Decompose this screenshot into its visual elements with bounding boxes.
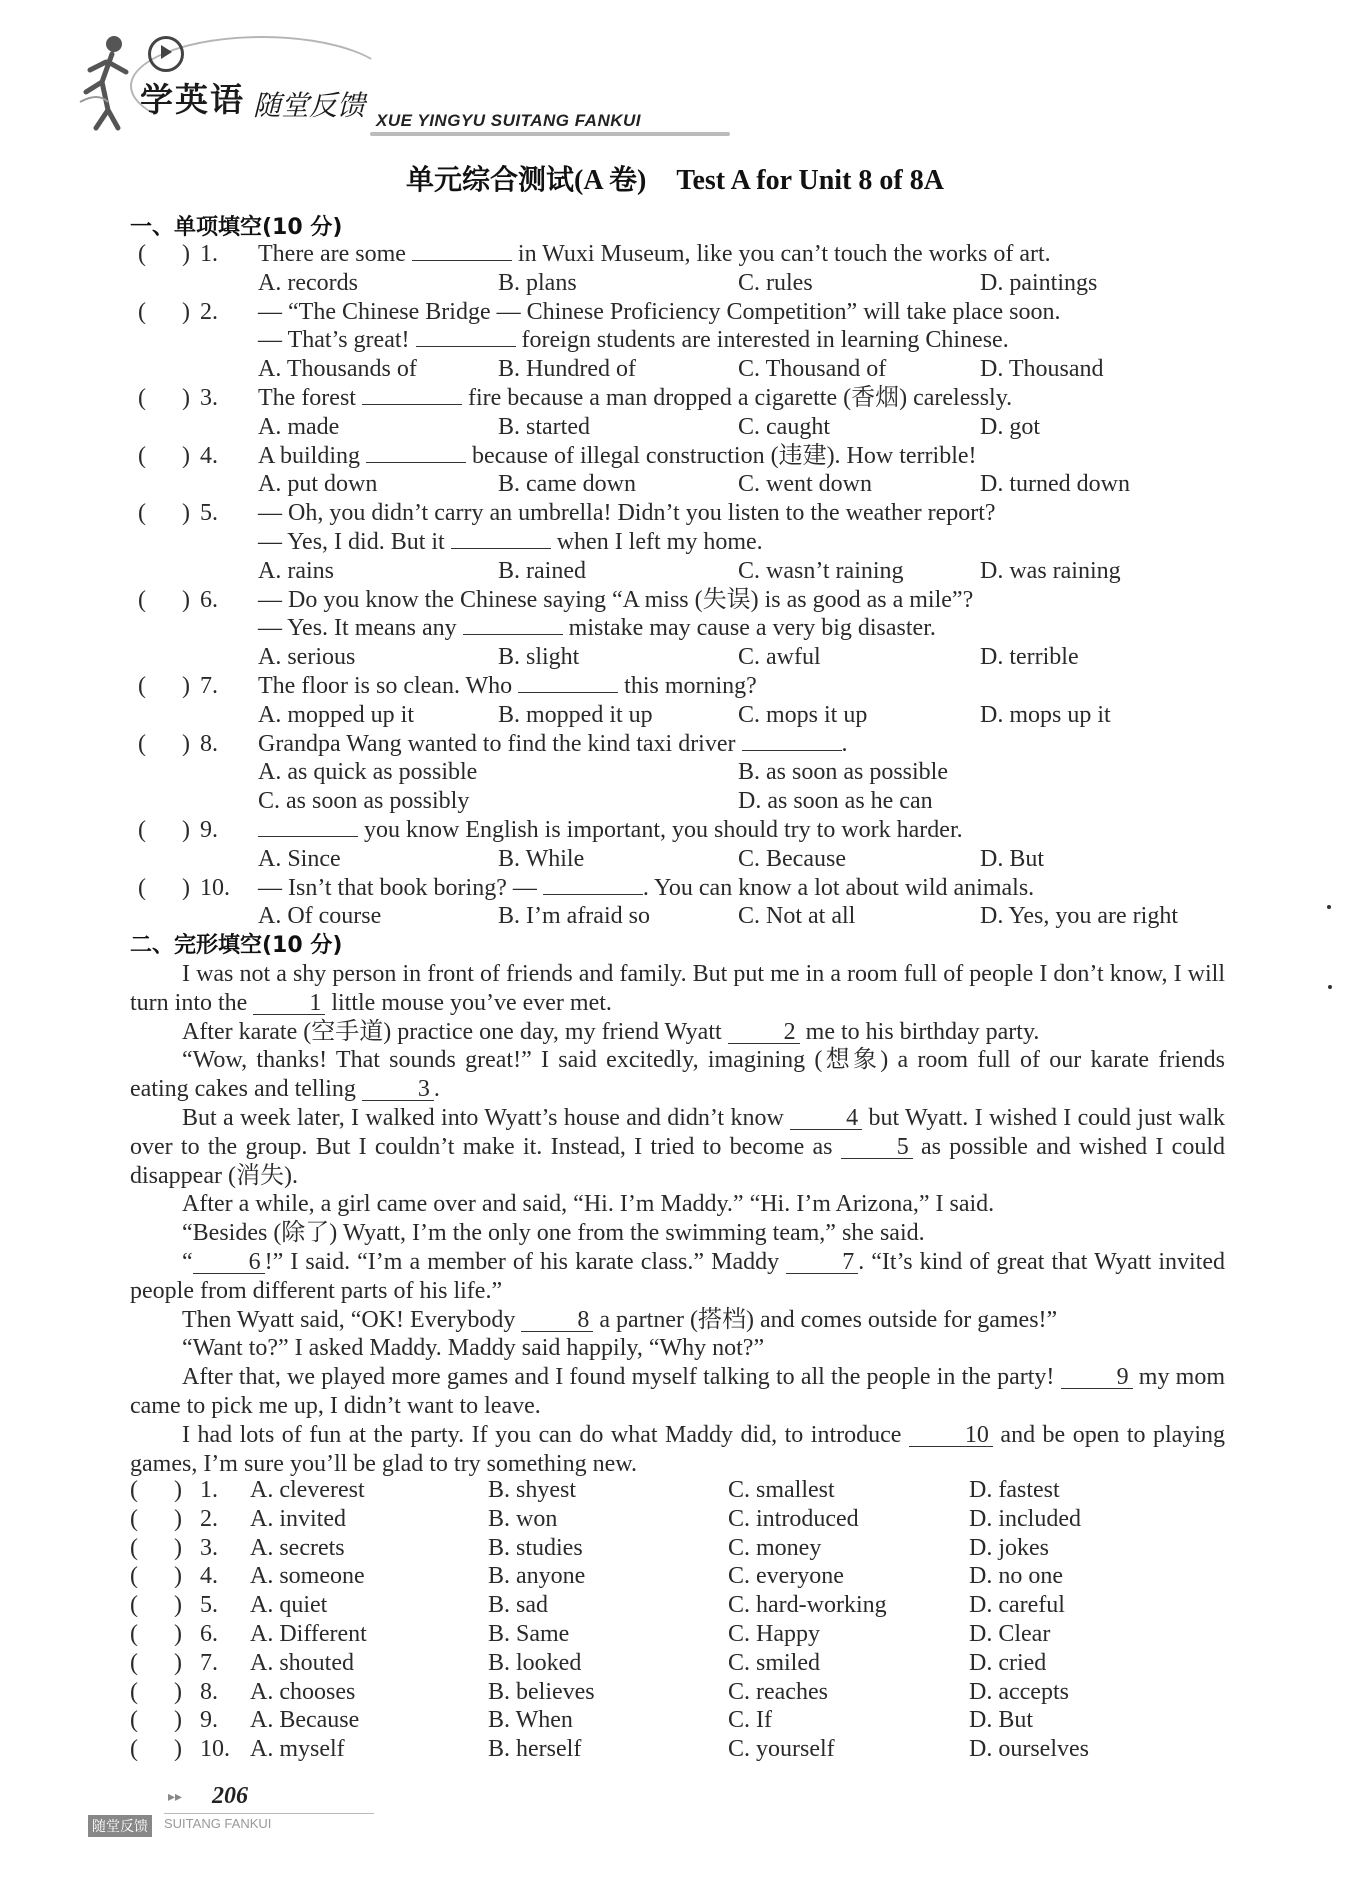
option-d[interactable]: D. as soon as he can xyxy=(738,788,933,815)
option-c[interactable]: C. Happy xyxy=(728,1620,820,1647)
option-c[interactable]: C. yourself xyxy=(728,1736,835,1763)
title-cn: 单元综合测试(A 卷) xyxy=(406,165,647,196)
footer-rule xyxy=(164,1813,374,1814)
question-line xyxy=(130,614,1240,643)
question-item xyxy=(130,240,1240,298)
answer-bracket[interactable]: ( ) xyxy=(130,1649,182,1676)
question-stem: The floor is so clean. Who this morning? xyxy=(258,672,757,699)
option-a[interactable]: A. chooses xyxy=(250,1678,356,1705)
answer-bracket[interactable]: ( ) xyxy=(130,1477,182,1503)
answer-bracket[interactable]: ( ) xyxy=(138,730,190,757)
option-a[interactable]: A. Thousands of xyxy=(258,356,417,383)
option-c[interactable]: C. If xyxy=(728,1707,772,1734)
question-stem: — Do you know the Chinese saying “A miss (失误) is as good as a mile”? xyxy=(258,586,974,613)
cloze-option-row xyxy=(124,1678,1244,1707)
options-row xyxy=(130,355,1240,384)
question-line xyxy=(130,874,1240,903)
option-b[interactable]: B. studies xyxy=(488,1534,583,1561)
cloze-option-row xyxy=(124,1620,1244,1649)
cloze-blank[interactable]: 9 xyxy=(1061,1366,1133,1389)
question-number: 4. xyxy=(200,442,218,469)
speck xyxy=(1328,985,1332,989)
question-number: 3. xyxy=(200,384,218,411)
question-number: 7. xyxy=(200,672,218,699)
option-a[interactable]: A. mopped up it xyxy=(258,701,414,728)
question-stem: — That’s great! foreign students are interested in learning Chinese. xyxy=(258,327,1009,354)
cloze-paragraph: After a while, a girl came over and said, “Hi. I’m Maddy.” “Hi. I’m Arizona,” I said. xyxy=(182,1191,995,1218)
option-a[interactable]: A. invited xyxy=(250,1505,346,1532)
question-line xyxy=(130,672,1240,701)
option-c[interactable]: C. hard-working xyxy=(728,1592,887,1619)
option-c[interactable]: C. smallest xyxy=(728,1477,835,1503)
answer-blank[interactable] xyxy=(412,240,512,261)
option-d[interactable]: D. Yes, you are right xyxy=(980,903,1178,930)
option-d[interactable]: D. included xyxy=(969,1505,1081,1532)
cloze-blank[interactable]: 8 xyxy=(521,1309,593,1332)
options-row xyxy=(130,557,1240,586)
option-a[interactable]: A. quiet xyxy=(250,1592,328,1619)
option-b[interactable]: B. came down xyxy=(498,471,636,498)
answer-bracket[interactable]: ( ) xyxy=(130,1620,182,1647)
cloze-blank[interactable]: 4 xyxy=(790,1107,862,1130)
option-d[interactable]: D. no one xyxy=(969,1563,1063,1590)
cloze-option-number: 3. xyxy=(200,1534,218,1561)
options-row xyxy=(130,758,1240,787)
options-row xyxy=(130,269,1240,298)
option-b[interactable]: B. plans xyxy=(498,269,577,296)
option-d[interactable]: D. ourselves xyxy=(969,1736,1089,1763)
option-d[interactable]: D. jokes xyxy=(969,1534,1049,1561)
cloze-option-row xyxy=(124,1505,1244,1534)
option-d[interactable]: D. But xyxy=(969,1707,1034,1734)
option-d[interactable]: D. was raining xyxy=(980,557,1121,584)
cloze-option-row xyxy=(124,1591,1244,1620)
cloze-paragraph: “Besides (除了) Wyatt, I’m the only one from the swimming team,” she said. xyxy=(182,1220,925,1247)
question-stem: A building because of illegal construction (违建). How terrible! xyxy=(258,442,977,469)
answer-bracket[interactable]: ( ) xyxy=(130,1707,182,1734)
brand-cn: 学英语 xyxy=(140,80,245,119)
options-row xyxy=(130,413,1240,442)
page-number: 206 xyxy=(212,1783,248,1809)
answer-bracket[interactable]: ( ) xyxy=(138,384,190,411)
option-c[interactable]: C. everyone xyxy=(728,1563,844,1590)
answer-bracket[interactable]: ( ) xyxy=(130,1505,182,1532)
option-a[interactable]: A. shouted xyxy=(250,1649,354,1676)
option-a[interactable]: A. secrets xyxy=(250,1534,345,1561)
option-c[interactable]: C. Not at all xyxy=(738,903,856,930)
cloze-paragraph: “ 6 !” I said. “I’m a member of his karate class.” Maddy 7 . “It’s kind of great that Wyatt invited people from different parts of his life.” xyxy=(130,1248,1225,1304)
option-c[interactable]: C. mops it up xyxy=(738,701,868,728)
question-number: 2. xyxy=(200,298,218,325)
cloze-option-number: 10. xyxy=(200,1736,230,1763)
cloze-blank[interactable]: 2 xyxy=(728,1021,800,1044)
cloze-paragraph: I had lots of fun at the party. If you can do what Maddy did, to introduce 10 and be open to playing games, I’m sure you’ll be glad to try something new. xyxy=(130,1421,1225,1477)
option-d[interactable]: D. turned down xyxy=(980,471,1130,498)
option-a[interactable]: A. as quick as possible xyxy=(258,759,478,786)
options-row xyxy=(130,787,1240,816)
page-title xyxy=(0,158,1350,198)
option-d[interactable]: D. got xyxy=(980,413,1040,440)
cloze-blank[interactable]: 3 xyxy=(362,1078,434,1101)
option-a[interactable]: A. serious xyxy=(258,644,356,671)
question-line xyxy=(130,499,1240,528)
option-c[interactable]: C. Because xyxy=(738,845,846,872)
option-b[interactable]: B. herself xyxy=(488,1736,582,1763)
page-header xyxy=(78,24,678,134)
option-a[interactable]: A. Of course xyxy=(258,903,382,930)
option-d[interactable]: D. mops up it xyxy=(980,701,1111,728)
answer-bracket[interactable]: ( ) xyxy=(130,1592,182,1619)
question-item xyxy=(130,384,1240,442)
answer-bracket[interactable]: ( ) xyxy=(138,874,190,901)
cloze-option-number: 7. xyxy=(200,1649,218,1676)
option-b[interactable]: B. slight xyxy=(498,644,580,671)
cloze-options-list xyxy=(124,1476,1244,1764)
option-a[interactable]: A. someone xyxy=(250,1563,365,1590)
answer-bracket[interactable]: ( ) xyxy=(138,816,190,843)
option-a[interactable]: A. Since xyxy=(258,845,341,872)
cloze-paragraph: But a week later, I walked into Wyatt’s house and didn’t know 4 but Wyatt. I wished I could just walk over to the group. But I couldn’t make it. Instead, I tried to become as 5 as possible and wished I could disappear (消失). xyxy=(130,1104,1225,1189)
option-b[interactable]: B. looked xyxy=(488,1649,582,1676)
option-b[interactable]: B. shyest xyxy=(488,1477,577,1503)
footer-label-en: SUITANG FANKUI xyxy=(164,1816,272,1831)
question-number: 9. xyxy=(200,816,218,843)
option-d[interactable]: D. paintings xyxy=(980,269,1098,296)
cloze-blank[interactable]: 1 xyxy=(253,992,325,1015)
question-stem: — Oh, you didn’t carry an umbrella! Didn’t you listen to the weather report? xyxy=(258,500,996,527)
option-d[interactable]: D. fastest xyxy=(969,1477,1060,1503)
option-c[interactable]: C. money xyxy=(728,1534,822,1561)
cloze-paragraph: “Wow, thanks! That sounds great!” I said excitedly, imagining (想象) a room full of our karate friends eating cakes and telling 3 . xyxy=(130,1047,1225,1103)
question-item xyxy=(130,816,1240,874)
speck xyxy=(1327,905,1331,909)
question-line xyxy=(130,586,1240,615)
question-line xyxy=(130,384,1240,413)
question-stem: There are some in Wuxi Museum, like you can’t touch the works of art. xyxy=(258,241,1051,267)
answer-bracket[interactable]: ( ) xyxy=(130,1534,182,1561)
answer-bracket[interactable]: ( ) xyxy=(130,1678,182,1705)
question-item xyxy=(130,499,1240,585)
multiple-choice-list xyxy=(130,240,1240,931)
option-a[interactable]: A. made xyxy=(258,413,340,440)
question-stem: — Isn’t that book boring? — . You can know a lot about wild animals. xyxy=(258,874,1035,901)
question-number: 1. xyxy=(200,241,218,267)
answer-blank[interactable] xyxy=(451,528,551,549)
cloze-option-number: 4. xyxy=(200,1563,218,1590)
option-d[interactable]: D. But xyxy=(980,845,1045,872)
question-line xyxy=(130,326,1240,355)
question-line xyxy=(130,442,1240,471)
answer-bracket[interactable]: ( ) xyxy=(130,1563,182,1590)
question-line xyxy=(130,816,1240,845)
cloze-option-row xyxy=(124,1649,1244,1678)
cloze-blank[interactable]: 10 xyxy=(909,1424,993,1447)
question-line xyxy=(130,298,1240,327)
cloze-option-row xyxy=(124,1735,1244,1764)
header-swoosh xyxy=(370,132,730,136)
option-b[interactable]: B. mopped it up xyxy=(498,701,653,728)
brand-cn-sub: 随堂反馈 xyxy=(253,89,366,122)
cloze-paragraph: Then Wyatt said, “OK! Everybody 8 a partner (搭档) and comes outside for games!” xyxy=(182,1306,1058,1333)
question-number: 8. xyxy=(200,730,218,757)
answer-blank[interactable] xyxy=(742,730,842,751)
option-b[interactable]: B. While xyxy=(498,845,585,872)
question-stem: — Yes, I did. But it when I left my home. xyxy=(258,528,763,555)
question-item xyxy=(130,672,1240,730)
option-c[interactable]: C. smiled xyxy=(728,1649,821,1676)
option-c[interactable]: C. wasn’t raining xyxy=(738,557,904,584)
question-line xyxy=(130,730,1240,759)
question-item xyxy=(130,730,1240,816)
option-a[interactable]: A. Because xyxy=(250,1707,360,1734)
answer-bracket[interactable]: ( ) xyxy=(138,298,190,325)
arrow-icon: ▸▸ xyxy=(168,1790,183,1805)
option-a[interactable]: A. myself xyxy=(250,1736,345,1763)
question-number: 6. xyxy=(200,586,218,613)
option-b[interactable]: B. won xyxy=(488,1505,558,1532)
answer-blank[interactable] xyxy=(543,874,643,895)
answer-blank[interactable] xyxy=(463,614,563,635)
question-stem: — “The Chinese Bridge — Chinese Proficiency Competition” will take place soon. xyxy=(258,298,1061,325)
answer-bracket[interactable]: ( ) xyxy=(130,1736,182,1763)
option-b[interactable]: B. rained xyxy=(498,557,586,584)
question-number: 10. xyxy=(200,874,230,901)
answer-blank[interactable] xyxy=(416,326,516,347)
play-icon xyxy=(148,36,184,72)
section-heading-2: 二、完形填空(10 分) xyxy=(130,933,343,958)
options-row xyxy=(130,701,1240,730)
answer-blank[interactable] xyxy=(258,816,358,837)
option-b[interactable]: B. anyone xyxy=(488,1563,586,1590)
question-item xyxy=(130,298,1240,384)
cloze-paragraph: “Want to?” I asked Maddy. Maddy said happily, “Why not?” xyxy=(182,1335,765,1362)
option-d[interactable]: D. careful xyxy=(969,1592,1065,1619)
option-b[interactable]: B. believes xyxy=(488,1678,595,1705)
option-c[interactable]: C. introduced xyxy=(728,1505,859,1532)
option-d[interactable]: D. Thousand xyxy=(980,356,1104,383)
cloze-passage xyxy=(130,960,1225,1478)
answer-blank[interactable] xyxy=(362,384,462,405)
cloze-paragraph: I was not a shy person in front of friends and family. But put me in a room full of people I don’t know, I will turn into the 1 little mouse you’ve ever met. xyxy=(130,961,1225,1016)
option-c[interactable]: C. reaches xyxy=(728,1678,828,1705)
section-heading-1: 一、单项填空(10 分) xyxy=(130,215,343,240)
question-item xyxy=(130,874,1240,932)
cloze-option-number: 8. xyxy=(200,1678,218,1705)
footer-label-cn: 随堂反馈 xyxy=(88,1815,152,1837)
cloze-option-number: 9. xyxy=(200,1707,218,1734)
option-d[interactable]: D. Clear xyxy=(969,1620,1051,1647)
question-item xyxy=(130,586,1240,672)
brand-en: XUE YINGYU SUITANG FANKUI xyxy=(376,111,642,130)
option-b[interactable]: B. When xyxy=(488,1707,573,1734)
option-b[interactable]: B. sad xyxy=(488,1592,548,1619)
question-stem: you know English is important, you should try to work harder. xyxy=(258,816,963,845)
page-footer xyxy=(88,1783,408,1843)
cloze-option-number: 2. xyxy=(200,1505,218,1532)
option-a[interactable]: A. rains xyxy=(258,557,334,584)
option-b[interactable]: B. Hundred of xyxy=(498,356,636,383)
option-d[interactable]: D. terrible xyxy=(980,644,1079,671)
option-a[interactable]: A. put down xyxy=(258,471,378,498)
question-line xyxy=(130,240,1240,269)
cloze-option-row xyxy=(124,1534,1244,1563)
answer-bracket[interactable]: ( ) xyxy=(138,241,190,267)
option-a[interactable]: A. cleverest xyxy=(250,1477,365,1503)
answer-blank[interactable] xyxy=(366,442,466,463)
option-c[interactable]: C. rules xyxy=(738,269,813,296)
option-b[interactable]: B. as soon as possible xyxy=(738,759,948,786)
cloze-paragraph: After that, we played more games and I found myself talking to all the people in the party! 9 my mom came to pick me up, I didn’t want to leave. xyxy=(130,1364,1225,1419)
question-item xyxy=(130,442,1240,500)
options-row xyxy=(130,902,1240,931)
cloze-option-number: 1. xyxy=(200,1477,218,1503)
answer-bracket[interactable]: ( ) xyxy=(138,442,190,469)
question-line xyxy=(130,528,1240,557)
cloze-paragraph: After karate (空手道) practice one day, my friend Wyatt 2 me to his birthday party. xyxy=(182,1018,1040,1045)
options-row xyxy=(130,470,1240,499)
option-c[interactable]: C. caught xyxy=(738,413,830,440)
question-number: 5. xyxy=(200,500,218,527)
option-d[interactable]: D. accepts xyxy=(969,1678,1069,1705)
option-a[interactable]: A. Different xyxy=(250,1620,367,1647)
cloze-option-row xyxy=(124,1476,1244,1505)
answer-bracket[interactable]: ( ) xyxy=(138,586,190,613)
option-a[interactable]: A. records xyxy=(258,269,358,296)
option-c[interactable]: C. Thousand of xyxy=(738,356,887,383)
cloze-option-row xyxy=(124,1562,1244,1591)
option-d[interactable]: D. cried xyxy=(969,1649,1047,1676)
option-c[interactable]: C. went down xyxy=(738,471,872,498)
cloze-option-row xyxy=(124,1706,1244,1735)
cloze-blank[interactable]: 7 xyxy=(786,1251,858,1274)
options-row xyxy=(130,643,1240,672)
question-stem: Grandpa Wang wanted to find the kind taxi driver . xyxy=(258,730,848,757)
answer-blank[interactable] xyxy=(518,672,618,693)
question-stem: The forest fire because a man dropped a cigarette (香烟) carelessly. xyxy=(258,384,1013,411)
answer-bracket[interactable]: ( ) xyxy=(138,672,190,699)
answer-bracket[interactable]: ( ) xyxy=(138,500,190,527)
option-b[interactable]: B. started xyxy=(498,413,590,440)
option-b[interactable]: B. I’m afraid so xyxy=(498,903,650,930)
cloze-blank[interactable]: 5 xyxy=(841,1136,913,1159)
cloze-blank[interactable]: 6 xyxy=(193,1251,265,1274)
title-en: Test A for Unit 8 of 8A xyxy=(676,165,944,196)
options-row xyxy=(130,845,1240,874)
cloze-option-number: 6. xyxy=(200,1620,218,1647)
cloze-option-number: 5. xyxy=(200,1592,218,1619)
option-b[interactable]: B. Same xyxy=(488,1620,570,1647)
option-c[interactable]: C. awful xyxy=(738,644,821,671)
question-stem: — Yes. It means any mistake may cause a very big disaster. xyxy=(258,615,936,642)
option-c[interactable]: C. as soon as possibly xyxy=(258,788,470,815)
